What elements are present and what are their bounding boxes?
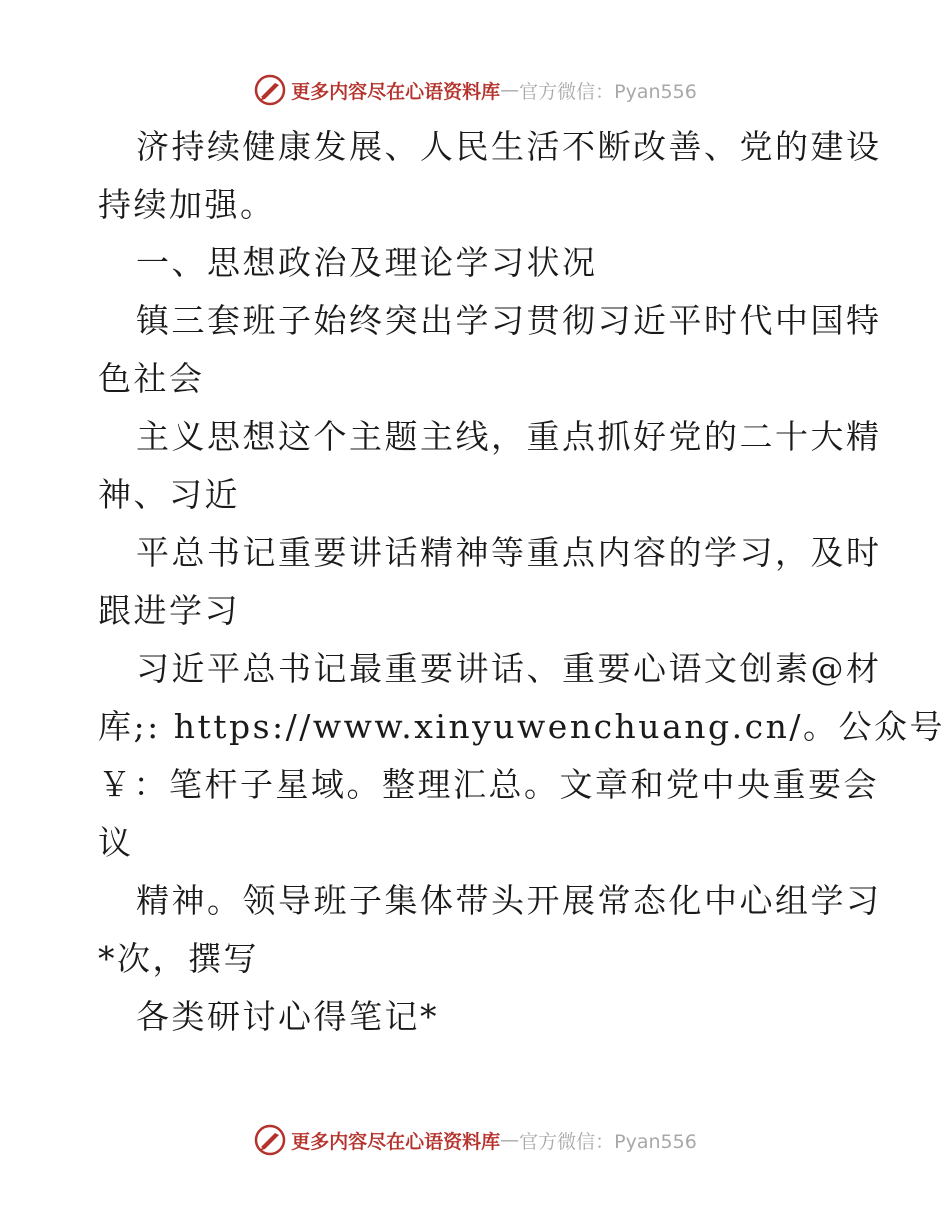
body-line: 精神。领导班子集体带头开展常态化中心组学习 (136, 881, 882, 920)
body-line: 神、习近 (98, 475, 240, 514)
footer-brand-text: 更多内容尽在心语资料库 (291, 1130, 501, 1153)
footer-separator: — (500, 1129, 520, 1151)
body-line: 习近平总书记最重要讲话、重要心语文创素@材 (136, 649, 882, 688)
pen-logo-icon (253, 73, 287, 107)
body-line: 镇三套班子始终突出学习贯彻习近平时代中国特 (136, 301, 882, 340)
body-line: 主义思想这个主题主线，重点抓好党的二十大精 (136, 417, 882, 456)
body-line: 平总书记重要讲话精神等重点内容的学习，及时 (136, 533, 882, 572)
body-line: *次，撰写 (98, 939, 259, 978)
pen-logo-icon (253, 1123, 287, 1157)
body-line: 议 (98, 823, 134, 862)
header-brand-text: 更多内容尽在心语资料库 (291, 80, 501, 103)
header-banner (0, 70, 950, 110)
section-heading: 一、思想政治及理论学习状况 (136, 243, 598, 282)
body-line: 持续加强。 (98, 185, 276, 224)
document-body (98, 118, 945, 1046)
body-line: ￥：笔杆子星域。整理汇总。文章和党中央重要会 (98, 765, 879, 804)
body-line: 各类研讨心得笔记* (136, 997, 439, 1036)
header-separator: — (500, 79, 520, 101)
header-contact-text: 官方微信：Pyan556 (519, 80, 697, 103)
body-line: 济持续健康发展、人民生活不断改善、党的建设 (136, 127, 882, 166)
footer-contact-text: 官方微信：Pyan556 (519, 1130, 697, 1153)
body-line-url: 库;: https://www.xinyuwenchuang.cn/。公众号 (98, 707, 945, 746)
footer-banner (0, 1120, 950, 1160)
body-line: 跟进学习 (98, 591, 240, 630)
body-line: 色社会 (98, 359, 205, 398)
